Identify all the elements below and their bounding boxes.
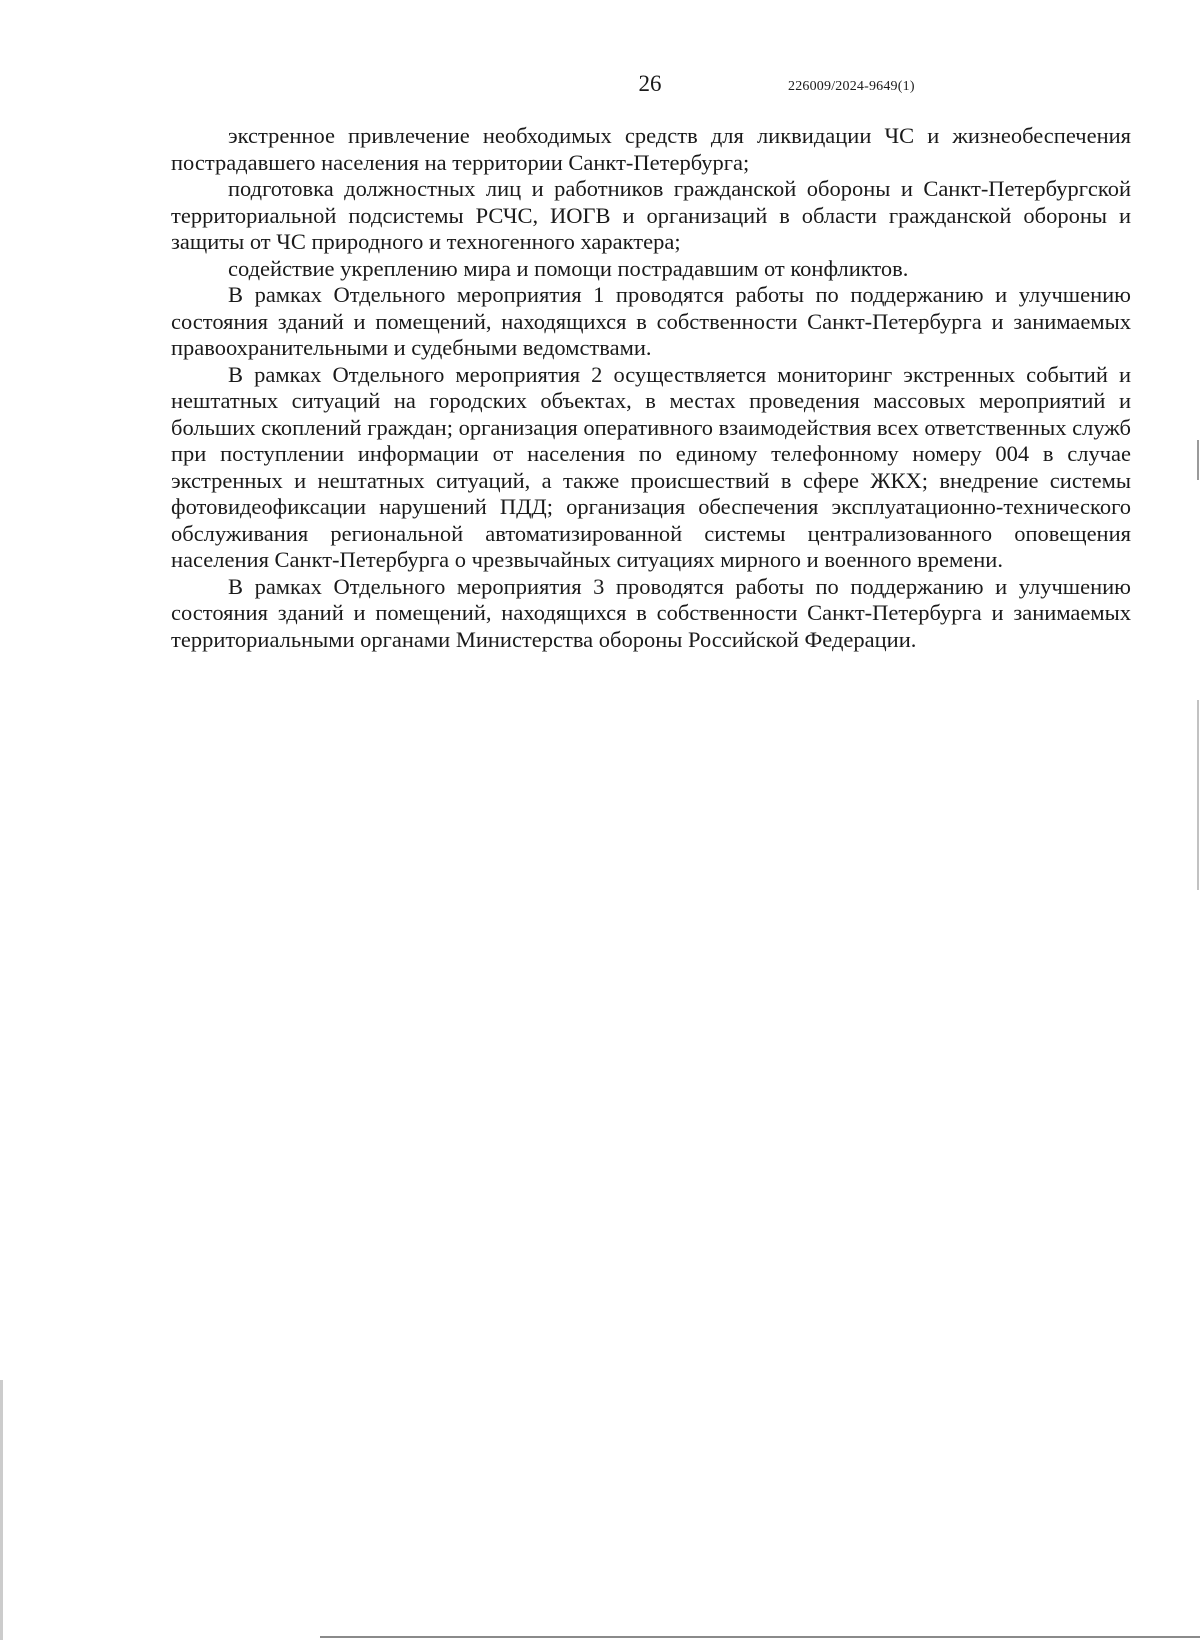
page-number: 26 — [638, 71, 662, 96]
scan-edge-mark — [1197, 440, 1199, 480]
paragraph: содействие укреплению мира и помощи пострадавшим от конфликтов. — [228, 255, 909, 281]
scan-edge-mark — [0, 1380, 3, 1640]
paragraph: экстренное привлечение необходимых средств для ликвидации ЧС и жизнеобеспечения пострадавшего населения на территории Санкт-Петербурга; — [171, 123, 1131, 175]
document-body — [171, 123, 1131, 653]
paragraph: В рамках Отдельного мероприятия 2 осуществляется мониторинг экстренных событий и нештатных ситуаций на городских объектах, в местах проведения массовых мероприятий и больших скоплений граждан; организация оперативного взаимодействия всех ответственных служб при поступлении информации от населения по единому телефонному номеру 004 в случае экстренных и нештатных ситуаций, а также происшествий в сфере ЖКХ; внедрение системы фотовидеофиксации нарушений ПДД; организация обеспечения эксплуатационно-технического обслуживания региональной автоматизированной системы централизованного оповещения населения Санкт-Петербурга о чрезвычайных ситуациях мирного и военного времени. — [171, 361, 1131, 572]
paragraph: подготовка должностных лиц и работников гражданской обороны и Санкт-Петербургской территориальной подсистемы РСЧС, ИОГВ и организаций в области гражданской обороны и защиты от ЧС природного и техногенного характера; — [171, 176, 1131, 254]
document-id: 226009/2024-9649(1) — [788, 79, 915, 94]
scan-bottom-edge — [320, 1636, 1200, 1638]
paragraph: В рамках Отдельного мероприятия 3 проводятся работы по поддержанию и улучшению состояния зданий и помещений, находящихся в собственности Санкт-Петербурга и занимаемых территориальными органами Министерства обороны Российской Федерации. — [171, 573, 1131, 652]
paragraph: В рамках Отдельного мероприятия 1 проводятся работы по поддержанию и улучшению состояния зданий и помещений, находящихся в собственности Санкт-Петербурга и занимаемых правоохранительными и судебными ведомствами. — [171, 282, 1131, 360]
scan-edge-mark — [1197, 700, 1199, 890]
